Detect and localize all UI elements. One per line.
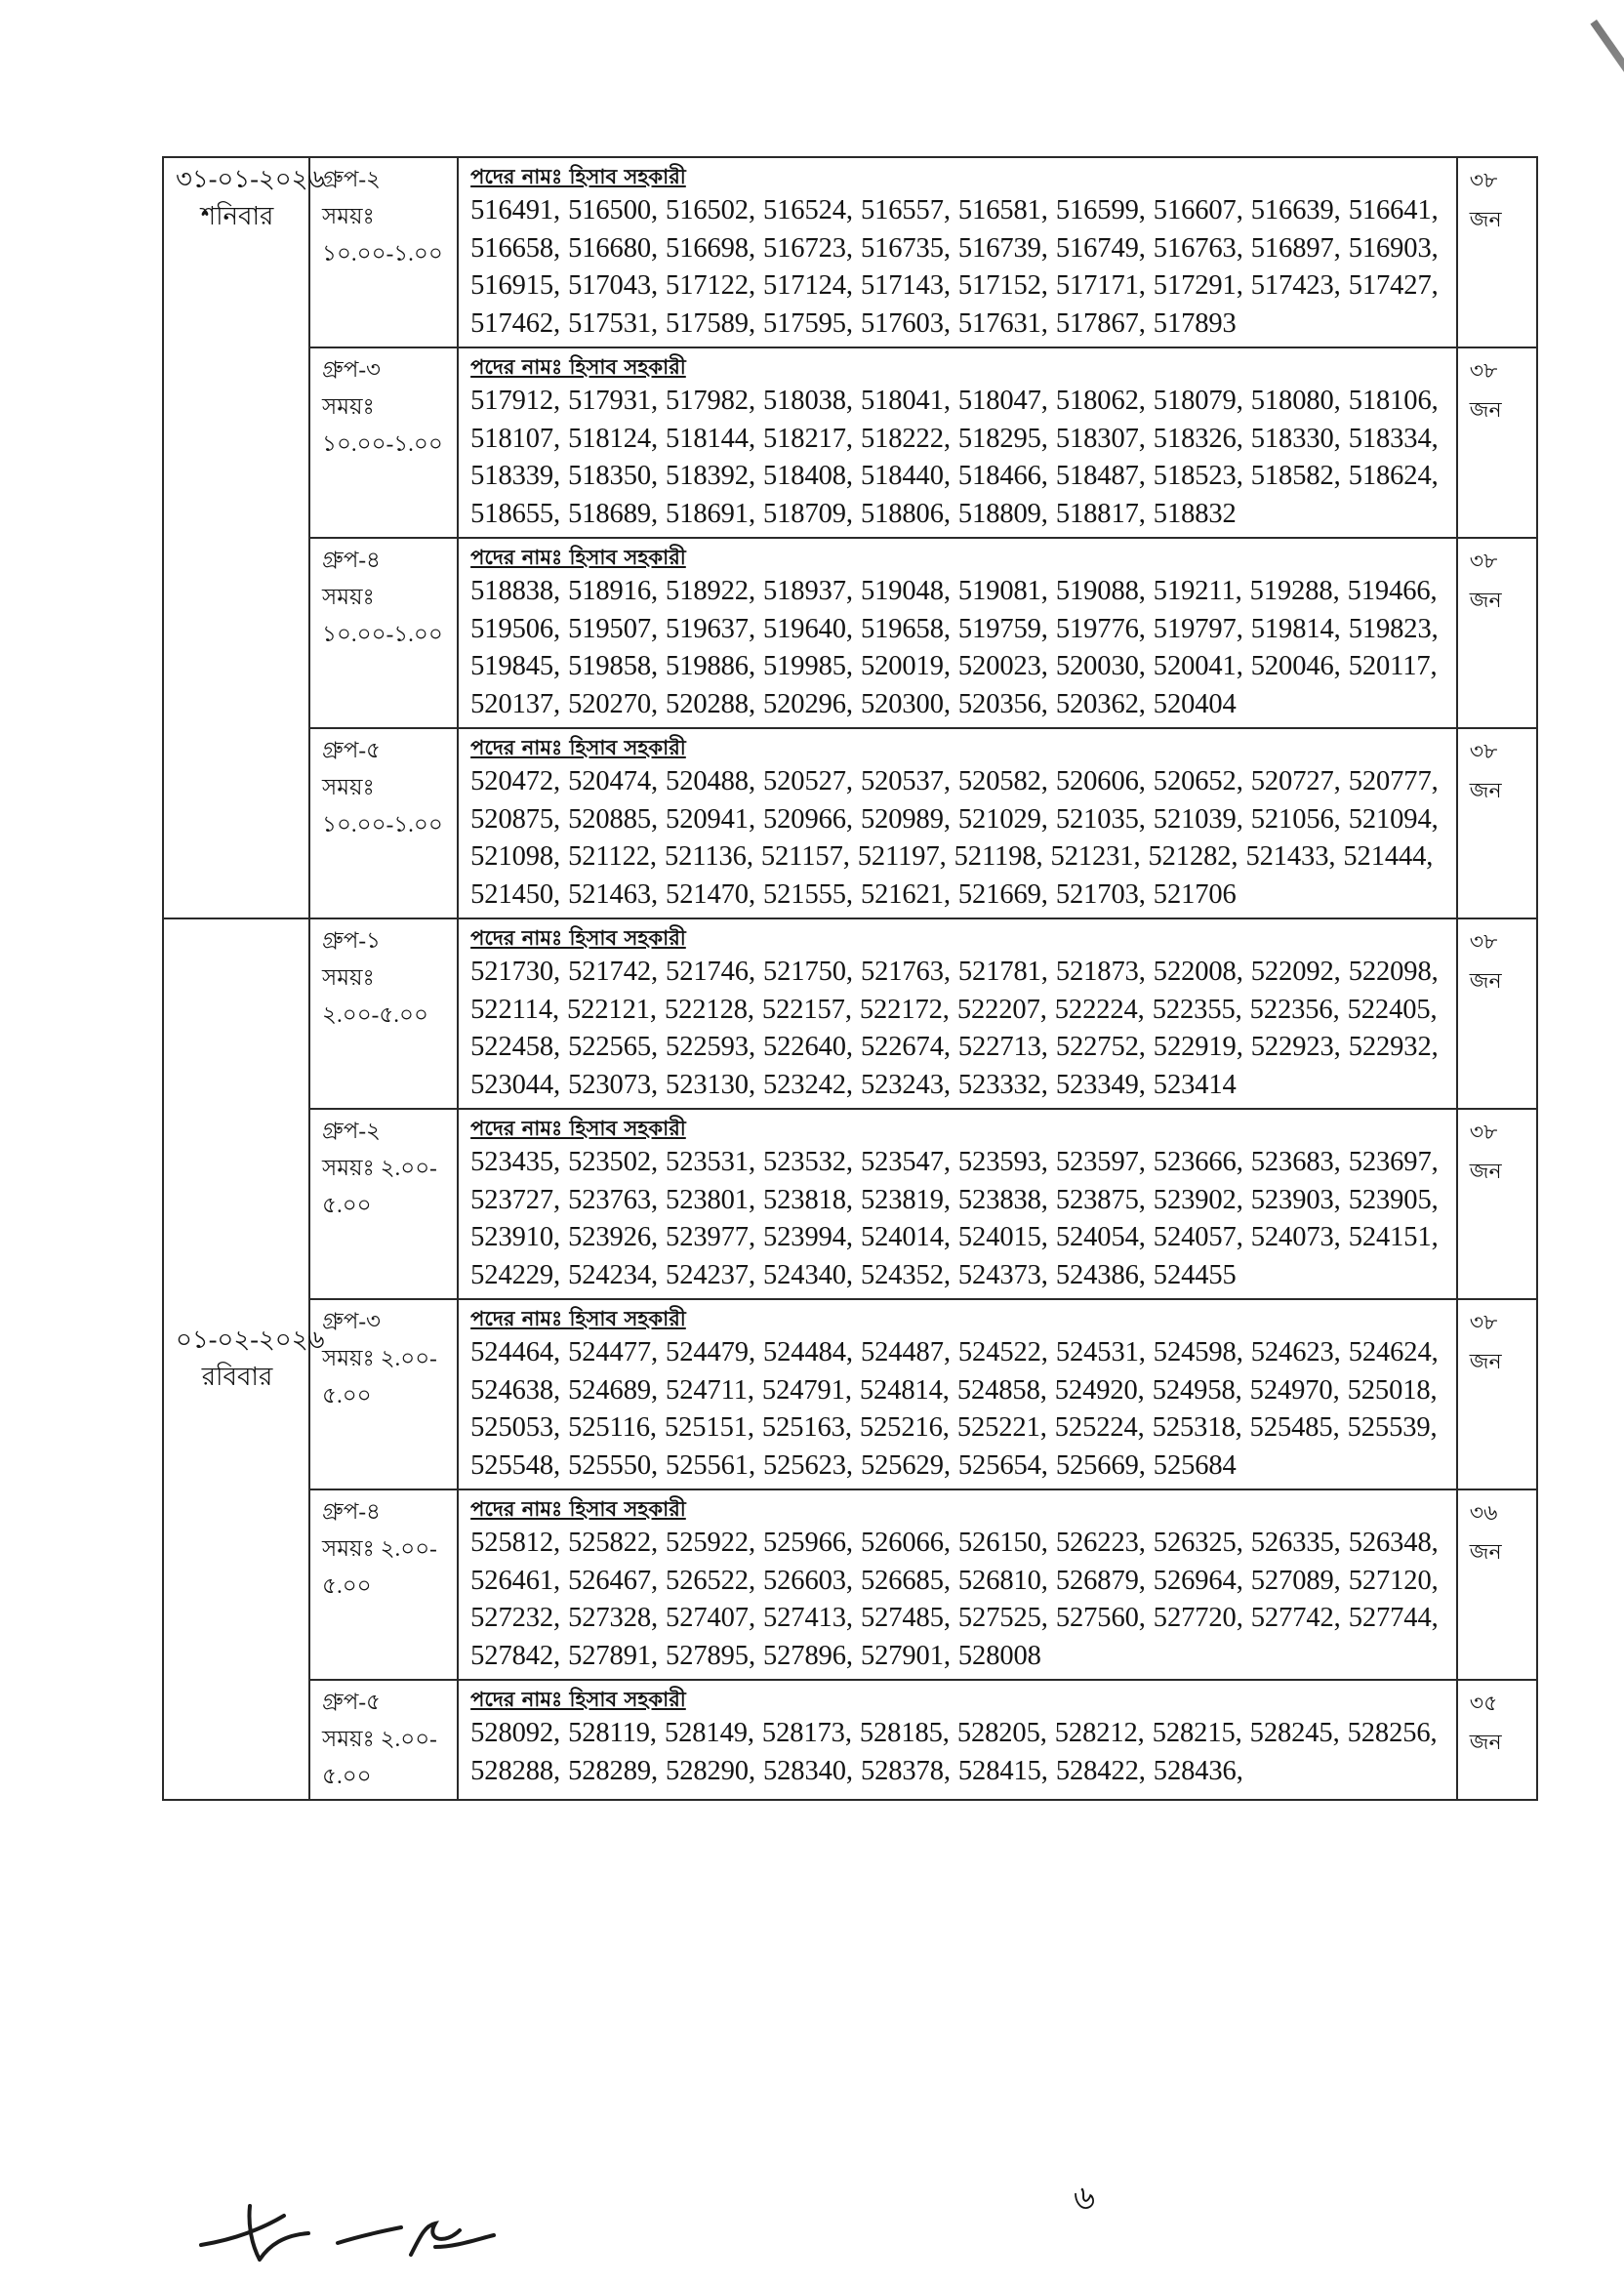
time-label: সময়ঃ xyxy=(322,585,375,609)
count-unit: জন xyxy=(1469,207,1502,231)
group-name: গ্রুপ-২ xyxy=(322,1119,381,1143)
post-title: পদের নামঃ হিসাব সহকারী xyxy=(470,736,686,759)
post-title: পদের নামঃ হিসাব সহকারী xyxy=(470,1688,686,1711)
roll-numbers: 518838, 518916, 518922, 518937, 519048, 519081, 519088, 519211, 519288, 519466, 519506, 519507, 519637, 519640, 519658, 519759, 519776, 519797, 519814, 519823, 519845, 519858, 519886, 519985, 520019, 520023, 520030, 520041, 520046, 520117, 520137, 520270, 520288, 520296, 520300, 520356, 520362, 520404 xyxy=(470,576,1439,719)
count-cell xyxy=(1457,1680,1537,1800)
time-label: সময়ঃ xyxy=(322,775,375,799)
post-title: পদের নামঃ হিসাব সহকারী xyxy=(470,355,686,379)
count-cell xyxy=(1457,918,1537,1109)
time-label: সময়ঃ ২.০০- xyxy=(322,1346,437,1370)
roll-numbers: 524464, 524477, 524479, 524484, 524487, 524522, 524531, 524598, 524623, 524624, 524638, 524689, 524711, 524791, 524814, 524858, 524920, 524958, 524970, 525018, 525053, 525116, 525151, 525163, 525216, 525221, 525224, 525318, 525485, 525539, 525548, 525550, 525561, 525623, 525629, 525654, 525669, 525684 xyxy=(470,1337,1439,1481)
count-cell xyxy=(1457,1489,1537,1680)
post-title: পদের নামঃ হিসাব সহকারী xyxy=(470,1117,686,1140)
time-label: সময়ঃ ২.০০- xyxy=(322,1536,437,1561)
group-cell xyxy=(309,1299,458,1489)
roll-numbers: 525812, 525822, 525922, 525966, 526066, 526150, 526223, 526325, 526335, 526348, 526461, 526467, 526522, 526603, 526685, 526810, 526879, 526964, 527089, 527120, 527232, 527328, 527407, 527413, 527485, 527525, 527560, 527720, 527742, 527744, 527842, 527891, 527895, 527896, 527901, 528008 xyxy=(470,1528,1439,1671)
count-unit: জন xyxy=(1469,397,1502,422)
page-footer xyxy=(0,2165,1624,2282)
exam-day: রবিবার xyxy=(201,1363,273,1391)
count-unit: জন xyxy=(1469,1539,1502,1564)
group-cell xyxy=(309,1680,458,1800)
count-unit: জন xyxy=(1469,1349,1502,1373)
time-value: ১০.০০-১.০০ xyxy=(322,812,443,836)
post-title: পদের নামঃ হিসাব সহকারী xyxy=(470,926,686,950)
time-value: ২.০০-৫.০০ xyxy=(322,1002,428,1027)
exam-date: ৩১-০১-২০২৬ xyxy=(176,165,325,193)
group-name: গ্রুপ-১ xyxy=(322,928,381,953)
exam-schedule-table xyxy=(162,156,1538,1801)
count-unit: জন xyxy=(1469,588,1502,612)
candidate-count: ৩৮ xyxy=(1469,1120,1498,1144)
rolls-cell xyxy=(458,1680,1457,1800)
page-number: ৬ xyxy=(1074,2179,1096,2218)
candidate-count: ৩৮ xyxy=(1469,168,1498,192)
roll-numbers: 528092, 528119, 528149, 528173, 528185, 528205, 528212, 528215, 528245, 528256, 528288, 528289, 528290, 528340, 528378, 528415, 528422, 528436, xyxy=(470,1718,1438,1786)
candidate-count: ৩৮ xyxy=(1469,1310,1498,1334)
time-label: সময়ঃ ২.০০- xyxy=(322,1156,437,1180)
post-title: পদের নামঃ হিসাব সহকারী xyxy=(470,1307,686,1330)
group-name: গ্রুপ-৩ xyxy=(322,1309,381,1333)
rolls-cell xyxy=(458,918,1457,1109)
table-row xyxy=(163,157,1537,347)
time-label: সময়ঃ xyxy=(322,394,375,419)
group-cell xyxy=(309,1109,458,1299)
table-row xyxy=(163,1109,1537,1299)
scan-edge-mark xyxy=(1590,20,1624,176)
group-cell xyxy=(309,347,458,538)
count-cell xyxy=(1457,347,1537,538)
count-cell xyxy=(1457,157,1537,347)
group-name: গ্রুপ-৫ xyxy=(322,1690,381,1714)
roll-numbers: 520472, 520474, 520488, 520527, 520537, 520582, 520606, 520652, 520727, 520777, 520875, 520885, 520941, 520966, 520989, 521029, 521035, 521039, 521056, 521094, 521098, 521122, 521136, 521157, 521197, 521198, 521231, 521282, 521433, 521444, 521450, 521463, 521470, 521555, 521621, 521669, 521703, 521706 xyxy=(470,766,1439,910)
group-cell xyxy=(309,157,458,347)
group-cell xyxy=(309,1489,458,1680)
group-name: গ্রুপ-৩ xyxy=(322,357,381,382)
group-cell xyxy=(309,918,458,1109)
candidate-count: ৩৮ xyxy=(1469,358,1498,383)
time-value: ১০.০০-১.০০ xyxy=(322,241,443,265)
rolls-cell xyxy=(458,728,1457,918)
roll-numbers: 521730, 521742, 521746, 521750, 521763, 521781, 521873, 522008, 522092, 522098, 522114, 522121, 522128, 522157, 522172, 522207, 522224, 522355, 522356, 522405, 522458, 522565, 522593, 522640, 522674, 522713, 522752, 522919, 522923, 522932, 523044, 523073, 523130, 523242, 523243, 523332, 523349, 523414 xyxy=(470,957,1439,1100)
date-cell xyxy=(163,157,325,918)
signature xyxy=(191,2186,504,2284)
candidate-count: ৩৫ xyxy=(1469,1691,1498,1715)
time-label: সময়ঃ xyxy=(322,965,375,990)
count-cell xyxy=(1457,1109,1537,1299)
time-value: ৫.০০ xyxy=(322,1383,372,1407)
time-value: ৫.০০ xyxy=(322,1193,372,1217)
group-name: গ্রুপ-২ xyxy=(322,167,381,191)
table-row xyxy=(163,1680,1537,1800)
count-cell xyxy=(1457,728,1537,918)
count-cell xyxy=(1457,1299,1537,1489)
rolls-cell xyxy=(458,347,1457,538)
group-name: গ্রুপ-৪ xyxy=(322,1499,381,1524)
count-unit: জন xyxy=(1469,1159,1502,1183)
rolls-cell xyxy=(458,1489,1457,1680)
time-value: ১০.০০-১.০০ xyxy=(322,622,443,646)
count-unit: জন xyxy=(1469,778,1502,802)
post-title: পদের নামঃ হিসাব সহকারী xyxy=(470,165,686,188)
group-name: গ্রুপ-৫ xyxy=(322,738,381,762)
roll-numbers: 516491, 516500, 516502, 516524, 516557, 516581, 516599, 516607, 516639, 516641, 516658, 516680, 516698, 516723, 516735, 516739, 516749, 516763, 516897, 516903, 516915, 517043, 517122, 517124, 517143, 517152, 517171, 517291, 517423, 517427, 517462, 517531, 517589, 517595, 517603, 517631, 517867, 517893 xyxy=(470,195,1439,339)
table-row xyxy=(163,918,1537,1109)
candidate-count: ৩৮ xyxy=(1469,929,1498,954)
candidate-count: ৩৮ xyxy=(1469,739,1498,763)
table-row xyxy=(163,1299,1537,1489)
table-row xyxy=(163,728,1537,918)
rolls-cell xyxy=(458,1299,1457,1489)
post-title: পদের নামঃ হিসাব সহকারী xyxy=(470,546,686,569)
table-row xyxy=(163,538,1537,728)
count-cell xyxy=(1457,538,1537,728)
table-row xyxy=(163,1489,1537,1680)
post-title: পদের নামঃ হিসাব সহকারী xyxy=(470,1497,686,1521)
exam-date: ০১-০২-২০২৬ xyxy=(176,1326,325,1354)
rolls-cell xyxy=(458,157,1457,347)
count-unit: জন xyxy=(1469,968,1502,993)
group-cell xyxy=(309,538,458,728)
rolls-cell xyxy=(458,1109,1457,1299)
roll-numbers: 517912, 517931, 517982, 518038, 518041, 518047, 518062, 518079, 518080, 518106, 518107, 518124, 518144, 518217, 518222, 518295, 518307, 518326, 518330, 518334, 518339, 518350, 518392, 518408, 518440, 518466, 518487, 518523, 518582, 518624, 518655, 518689, 518691, 518709, 518806, 518809, 518817, 518832 xyxy=(470,386,1439,529)
time-value: ১০.০০-১.০০ xyxy=(322,431,443,456)
candidate-count: ৩৮ xyxy=(1469,549,1498,573)
roll-numbers: 523435, 523502, 523531, 523532, 523547, 523593, 523597, 523666, 523683, 523697, 523727, 523763, 523801, 523818, 523819, 523838, 523875, 523902, 523903, 523905, 523910, 523926, 523977, 523994, 524014, 524015, 524054, 524057, 524073, 524151, 524229, 524234, 524237, 524340, 524352, 524373, 524386, 524455 xyxy=(470,1147,1439,1290)
rolls-cell xyxy=(458,538,1457,728)
group-cell xyxy=(309,728,458,918)
group-name: গ্রুপ-৪ xyxy=(322,548,381,572)
count-unit: জন xyxy=(1469,1730,1502,1754)
candidate-count: ৩৬ xyxy=(1469,1500,1498,1525)
time-value: ৫.০০ xyxy=(322,1764,372,1788)
time-label: সময়ঃ ২.০০- xyxy=(322,1727,437,1751)
time-label: সময়ঃ xyxy=(322,204,375,228)
table-row xyxy=(163,347,1537,538)
exam-day: শনিবার xyxy=(200,202,274,230)
date-cell xyxy=(163,918,325,1800)
time-value: ৫.০০ xyxy=(322,1573,372,1598)
